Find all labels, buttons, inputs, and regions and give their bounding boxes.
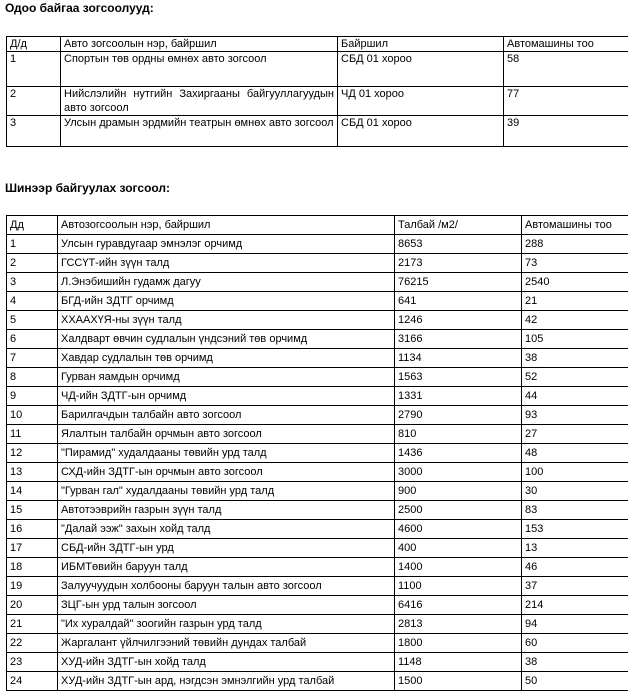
cell-name: Барилгачдын талбайн авто зогсоол <box>58 406 395 425</box>
cell-index: 24 <box>7 672 58 691</box>
cell-index: 13 <box>7 463 58 482</box>
cell-name: Спортын төв ордны өмнөх авто зогсоол <box>61 52 338 87</box>
cell-name: Залуучуудын холбооны баруун талын авто зогсоол <box>58 577 395 596</box>
cell-index: 1 <box>7 235 58 254</box>
cell-name: ГССҮТ-ийн зүүн талд <box>58 254 395 273</box>
cell-name: Нийслэлийн нутгийн Захиргааны байгууллагуудын авто зогсоол <box>61 87 338 116</box>
cell-name: ХУД-ийн ЗДТГ-ын ард, нэгдсэн эмнэлгийн урд талбай <box>58 672 395 691</box>
cell-name: Ялалтын талбайн орчмын авто зогсоол <box>58 425 395 444</box>
cell-name: Автотээврийн газрын зүүн талд <box>58 501 395 520</box>
cell-car-count: 46 <box>522 558 628 577</box>
table-row <box>7 425 628 444</box>
cell-name: "Далай ээж" захын хойд талд <box>58 520 395 539</box>
cell-name: ХХААХҮЯ-ны зүүн талд <box>58 311 395 330</box>
cell-name: Улсын драмын эрдмийн театрын өмнөх авто зогсоол <box>61 116 338 147</box>
cell-car-count: 77 <box>504 87 628 116</box>
table-row <box>7 254 628 273</box>
cell-car-count: 288 <box>522 235 628 254</box>
table-row <box>7 406 628 425</box>
cell-area: 2813 <box>395 615 522 634</box>
cell-name: СХД-ийн ЗДТГ-ын орчмын авто зогсоол <box>58 463 395 482</box>
cell-index: 20 <box>7 596 58 615</box>
cell-area: 1331 <box>395 387 522 406</box>
cell-car-count: 37 <box>522 577 628 596</box>
cell-location: СБД 01 хороо <box>338 52 504 87</box>
section2-title: Шинээр байгуулах зогсоол: <box>5 181 171 195</box>
cell-car-count: 2540 <box>522 273 628 292</box>
cell-name: "Гурван гал" худалдааны төвийн урд талд <box>58 482 395 501</box>
cell-index: 10 <box>7 406 58 425</box>
section1-title: Одоо байгаа зогсоолууд: <box>5 1 154 15</box>
cell-area: 400 <box>395 539 522 558</box>
cell-car-count: 27 <box>522 425 628 444</box>
cell-car-count: 13 <box>522 539 628 558</box>
cell-name: ЧД-ийн ЗДТГ-ын орчимд <box>58 387 395 406</box>
cell-car-count: 30 <box>522 482 628 501</box>
cell-name: "Пирамид" худалдааны төвийн урд талд <box>58 444 395 463</box>
cell-index: 18 <box>7 558 58 577</box>
cell-name: ХУД-ийн ЗДТГ-ын хойд талд <box>58 653 395 672</box>
cell-area: 3000 <box>395 463 522 482</box>
table-row <box>7 520 628 539</box>
header-cell: Талбай /м2/ <box>395 216 522 235</box>
table-row <box>7 116 628 147</box>
cell-name: Гурван яамдын орчимд <box>58 368 395 387</box>
table-row <box>7 235 628 254</box>
cell-name: БГД-ийн ЗДТГ орчимд <box>58 292 395 311</box>
cell-index: 22 <box>7 634 58 653</box>
cell-car-count: 39 <box>504 116 628 147</box>
cell-area: 1563 <box>395 368 522 387</box>
cell-car-count: 50 <box>522 672 628 691</box>
cell-car-count: 83 <box>522 501 628 520</box>
cell-car-count: 93 <box>522 406 628 425</box>
table-row <box>7 52 628 87</box>
cell-area: 1246 <box>395 311 522 330</box>
cell-area: 1436 <box>395 444 522 463</box>
cell-car-count: 214 <box>522 596 628 615</box>
table-row <box>7 87 628 116</box>
cell-index: 21 <box>7 615 58 634</box>
new-parking-table <box>6 215 628 691</box>
cell-index: 15 <box>7 501 58 520</box>
header-cell: Д/д <box>7 37 61 52</box>
header-cell: Байршил <box>338 37 504 52</box>
cell-index: 16 <box>7 520 58 539</box>
table-row <box>7 387 628 406</box>
cell-area: 3166 <box>395 330 522 349</box>
cell-location: СБД 01 хороо <box>338 116 504 147</box>
cell-area: 2173 <box>395 254 522 273</box>
table-row <box>7 653 628 672</box>
table-row <box>7 330 628 349</box>
cell-area: 641 <box>395 292 522 311</box>
table-row <box>7 482 628 501</box>
cell-index: 5 <box>7 311 58 330</box>
cell-car-count: 58 <box>504 52 628 87</box>
header-cell: Автомашины тоо <box>522 216 628 235</box>
cell-car-count: 100 <box>522 463 628 482</box>
cell-area: 2790 <box>395 406 522 425</box>
cell-area: 76215 <box>395 273 522 292</box>
table-row <box>7 615 628 634</box>
cell-index: 2 <box>7 254 58 273</box>
cell-area: 810 <box>395 425 522 444</box>
cell-car-count: 44 <box>522 387 628 406</box>
cell-area: 1148 <box>395 653 522 672</box>
cell-area: 2500 <box>395 501 522 520</box>
cell-car-count: 21 <box>522 292 628 311</box>
cell-name: Жаргалант үйлчилгээний төвийн дундах талбай <box>58 634 395 653</box>
table-row <box>7 444 628 463</box>
cell-car-count: 94 <box>522 615 628 634</box>
cell-name: Хавдар судлалын төв орчимд <box>58 349 395 368</box>
cell-index: 8 <box>7 368 58 387</box>
cell-index: 1 <box>7 52 61 87</box>
cell-location: ЧД 01 хороо <box>338 87 504 116</box>
table-row <box>7 273 628 292</box>
table-row <box>7 558 628 577</box>
cell-name: Л.Энэбишийн гудамж дагуу <box>58 273 395 292</box>
cell-index: 12 <box>7 444 58 463</box>
table-row <box>7 311 628 330</box>
cell-car-count: 38 <box>522 653 628 672</box>
table-row <box>7 672 628 691</box>
table-row <box>7 463 628 482</box>
cell-index: 2 <box>7 87 61 116</box>
cell-name: ИБМТөвийн баруун талд <box>58 558 395 577</box>
table-row <box>7 292 628 311</box>
cell-index: 3 <box>7 273 58 292</box>
cell-car-count: 42 <box>522 311 628 330</box>
cell-area: 6416 <box>395 596 522 615</box>
cell-index: 14 <box>7 482 58 501</box>
table-row <box>7 539 628 558</box>
header-cell: Автомашины тоо <box>504 37 628 52</box>
table-header-row <box>7 216 628 235</box>
cell-car-count: 153 <box>522 520 628 539</box>
cell-area: 8653 <box>395 235 522 254</box>
cell-index: 7 <box>7 349 58 368</box>
cell-name: "Их хуралдай" зоогийн газрын урд талд <box>58 615 395 634</box>
header-cell: Авто зогсоолын нэр, байршил <box>61 37 338 52</box>
cell-index: 19 <box>7 577 58 596</box>
cell-area: 4600 <box>395 520 522 539</box>
cell-index: 9 <box>7 387 58 406</box>
cell-index: 6 <box>7 330 58 349</box>
table-header-row <box>7 37 628 52</box>
cell-area: 900 <box>395 482 522 501</box>
cell-index: 23 <box>7 653 58 672</box>
cell-name: Халдварт өвчин судлалын үндсэний төв орчимд <box>58 330 395 349</box>
table-row <box>7 596 628 615</box>
cell-car-count: 52 <box>522 368 628 387</box>
cell-car-count: 48 <box>522 444 628 463</box>
cell-car-count: 38 <box>522 349 628 368</box>
table-row <box>7 368 628 387</box>
cell-index: 3 <box>7 116 61 147</box>
cell-index: 11 <box>7 425 58 444</box>
cell-index: 17 <box>7 539 58 558</box>
cell-area: 1100 <box>395 577 522 596</box>
header-cell: Дд <box>7 216 58 235</box>
existing-parking-table <box>6 36 628 147</box>
header-cell: Автозогсоолын нэр, байршил <box>58 216 395 235</box>
cell-area: 1500 <box>395 672 522 691</box>
cell-area: 1134 <box>395 349 522 368</box>
cell-name: Улсын гуравдугаар эмнэлэг орчимд <box>58 235 395 254</box>
cell-name: ЗЦГ-ын урд талын зогсоол <box>58 596 395 615</box>
cell-index: 4 <box>7 292 58 311</box>
table-row <box>7 577 628 596</box>
cell-area: 1400 <box>395 558 522 577</box>
cell-car-count: 73 <box>522 254 628 273</box>
table-row <box>7 501 628 520</box>
cell-car-count: 60 <box>522 634 628 653</box>
table-row <box>7 634 628 653</box>
cell-area: 1800 <box>395 634 522 653</box>
cell-car-count: 105 <box>522 330 628 349</box>
cell-name: СБД-ийн ЗДТГ-ын урд <box>58 539 395 558</box>
table-row <box>7 349 628 368</box>
